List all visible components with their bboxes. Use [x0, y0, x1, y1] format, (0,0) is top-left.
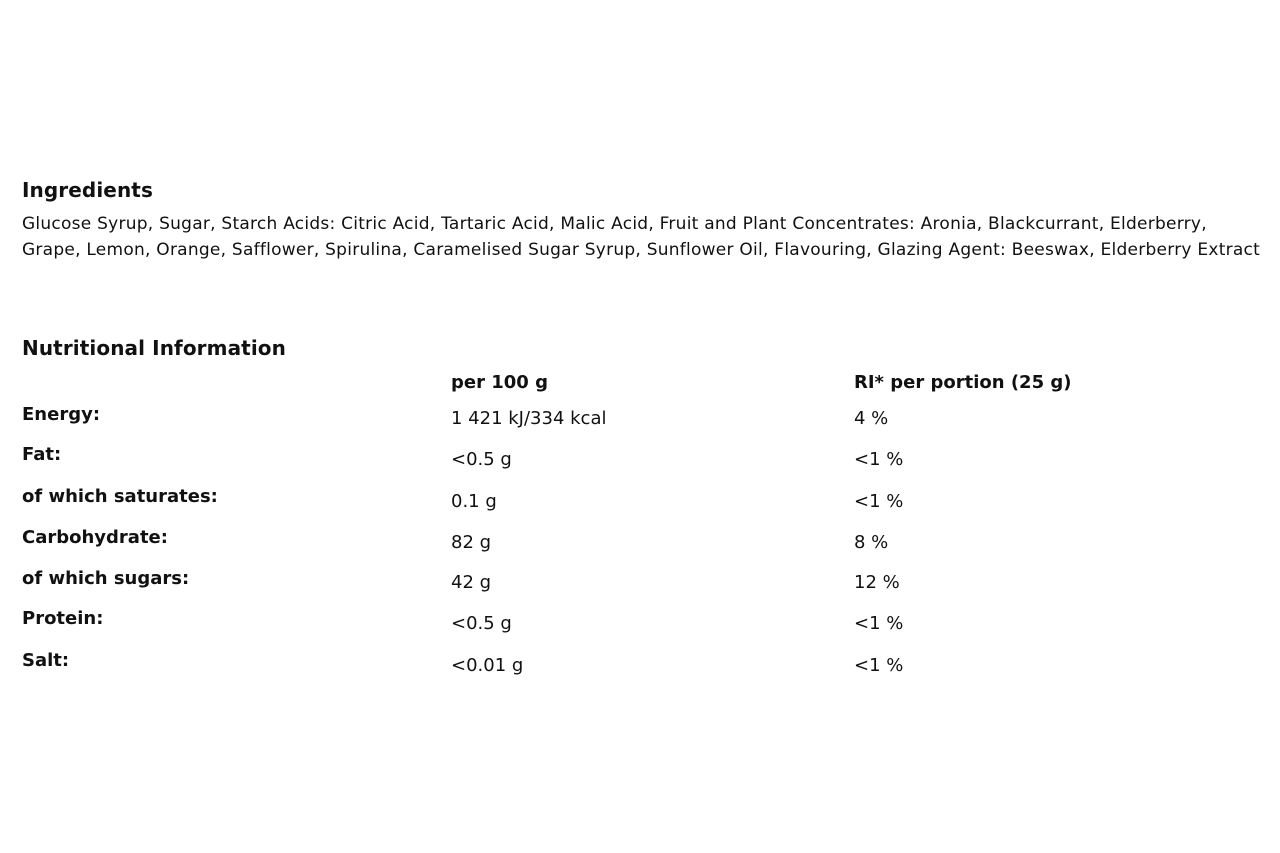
row-label-fat: Fat:: [22, 444, 62, 465]
row-ri-energy: 4 %: [854, 408, 889, 429]
nutrition-table: [22, 0, 1272, 853]
row-value-energy: 1 421 kJ/334 kcal: [451, 408, 607, 429]
header-ri-per-portion: RI* per portion (25 g): [854, 372, 1072, 393]
row-label-protein: Protein:: [22, 608, 104, 629]
row-value-fat: <0.5 g: [451, 449, 512, 470]
row-label-sugars: of which sugars:: [22, 568, 190, 589]
row-ri-salt: <1 %: [854, 655, 904, 676]
product-info-page: [22, 0, 1272, 853]
row-ri-sugars: 12 %: [854, 572, 900, 593]
row-value-protein: <0.5 g: [451, 613, 512, 634]
row-label-saturates: of which saturates:: [22, 486, 218, 507]
ingredients-title: Ingredients: [22, 178, 153, 202]
row-value-saturates: 0.1 g: [451, 491, 497, 512]
row-value-sugars: 42 g: [451, 572, 492, 593]
ingredients-text: Glucose Syrup, Sugar, Starch Acids: Citric Acid, Tartaric Acid, Malic Acid, Fruit and Plant Concentrates: Aronia, Blackcurrant, Elderberry, Grape, Lemon, Orange, Safflower, Spirulina, Caramelised Sugar Syrup, Sunflower Oil, Flavouring, Glazing Agent: Beeswax, Elderberry Extract: [22, 214, 1261, 260]
row-value-salt: <0.01 g: [451, 655, 524, 676]
row-value-carbohydrate: 82 g: [451, 532, 492, 553]
nutrition-title: Nutritional Information: [22, 336, 286, 360]
row-ri-protein: <1 %: [854, 613, 904, 634]
row-ri-saturates: <1 %: [854, 491, 904, 512]
row-label-carbohydrate: Carbohydrate:: [22, 527, 168, 548]
header-per-100g: per 100 g: [451, 372, 548, 393]
row-label-salt: Salt:: [22, 650, 70, 671]
row-ri-carbohydrate: 8 %: [854, 532, 889, 553]
row-ri-fat: <1 %: [854, 449, 904, 470]
row-label-energy: Energy:: [22, 404, 101, 425]
